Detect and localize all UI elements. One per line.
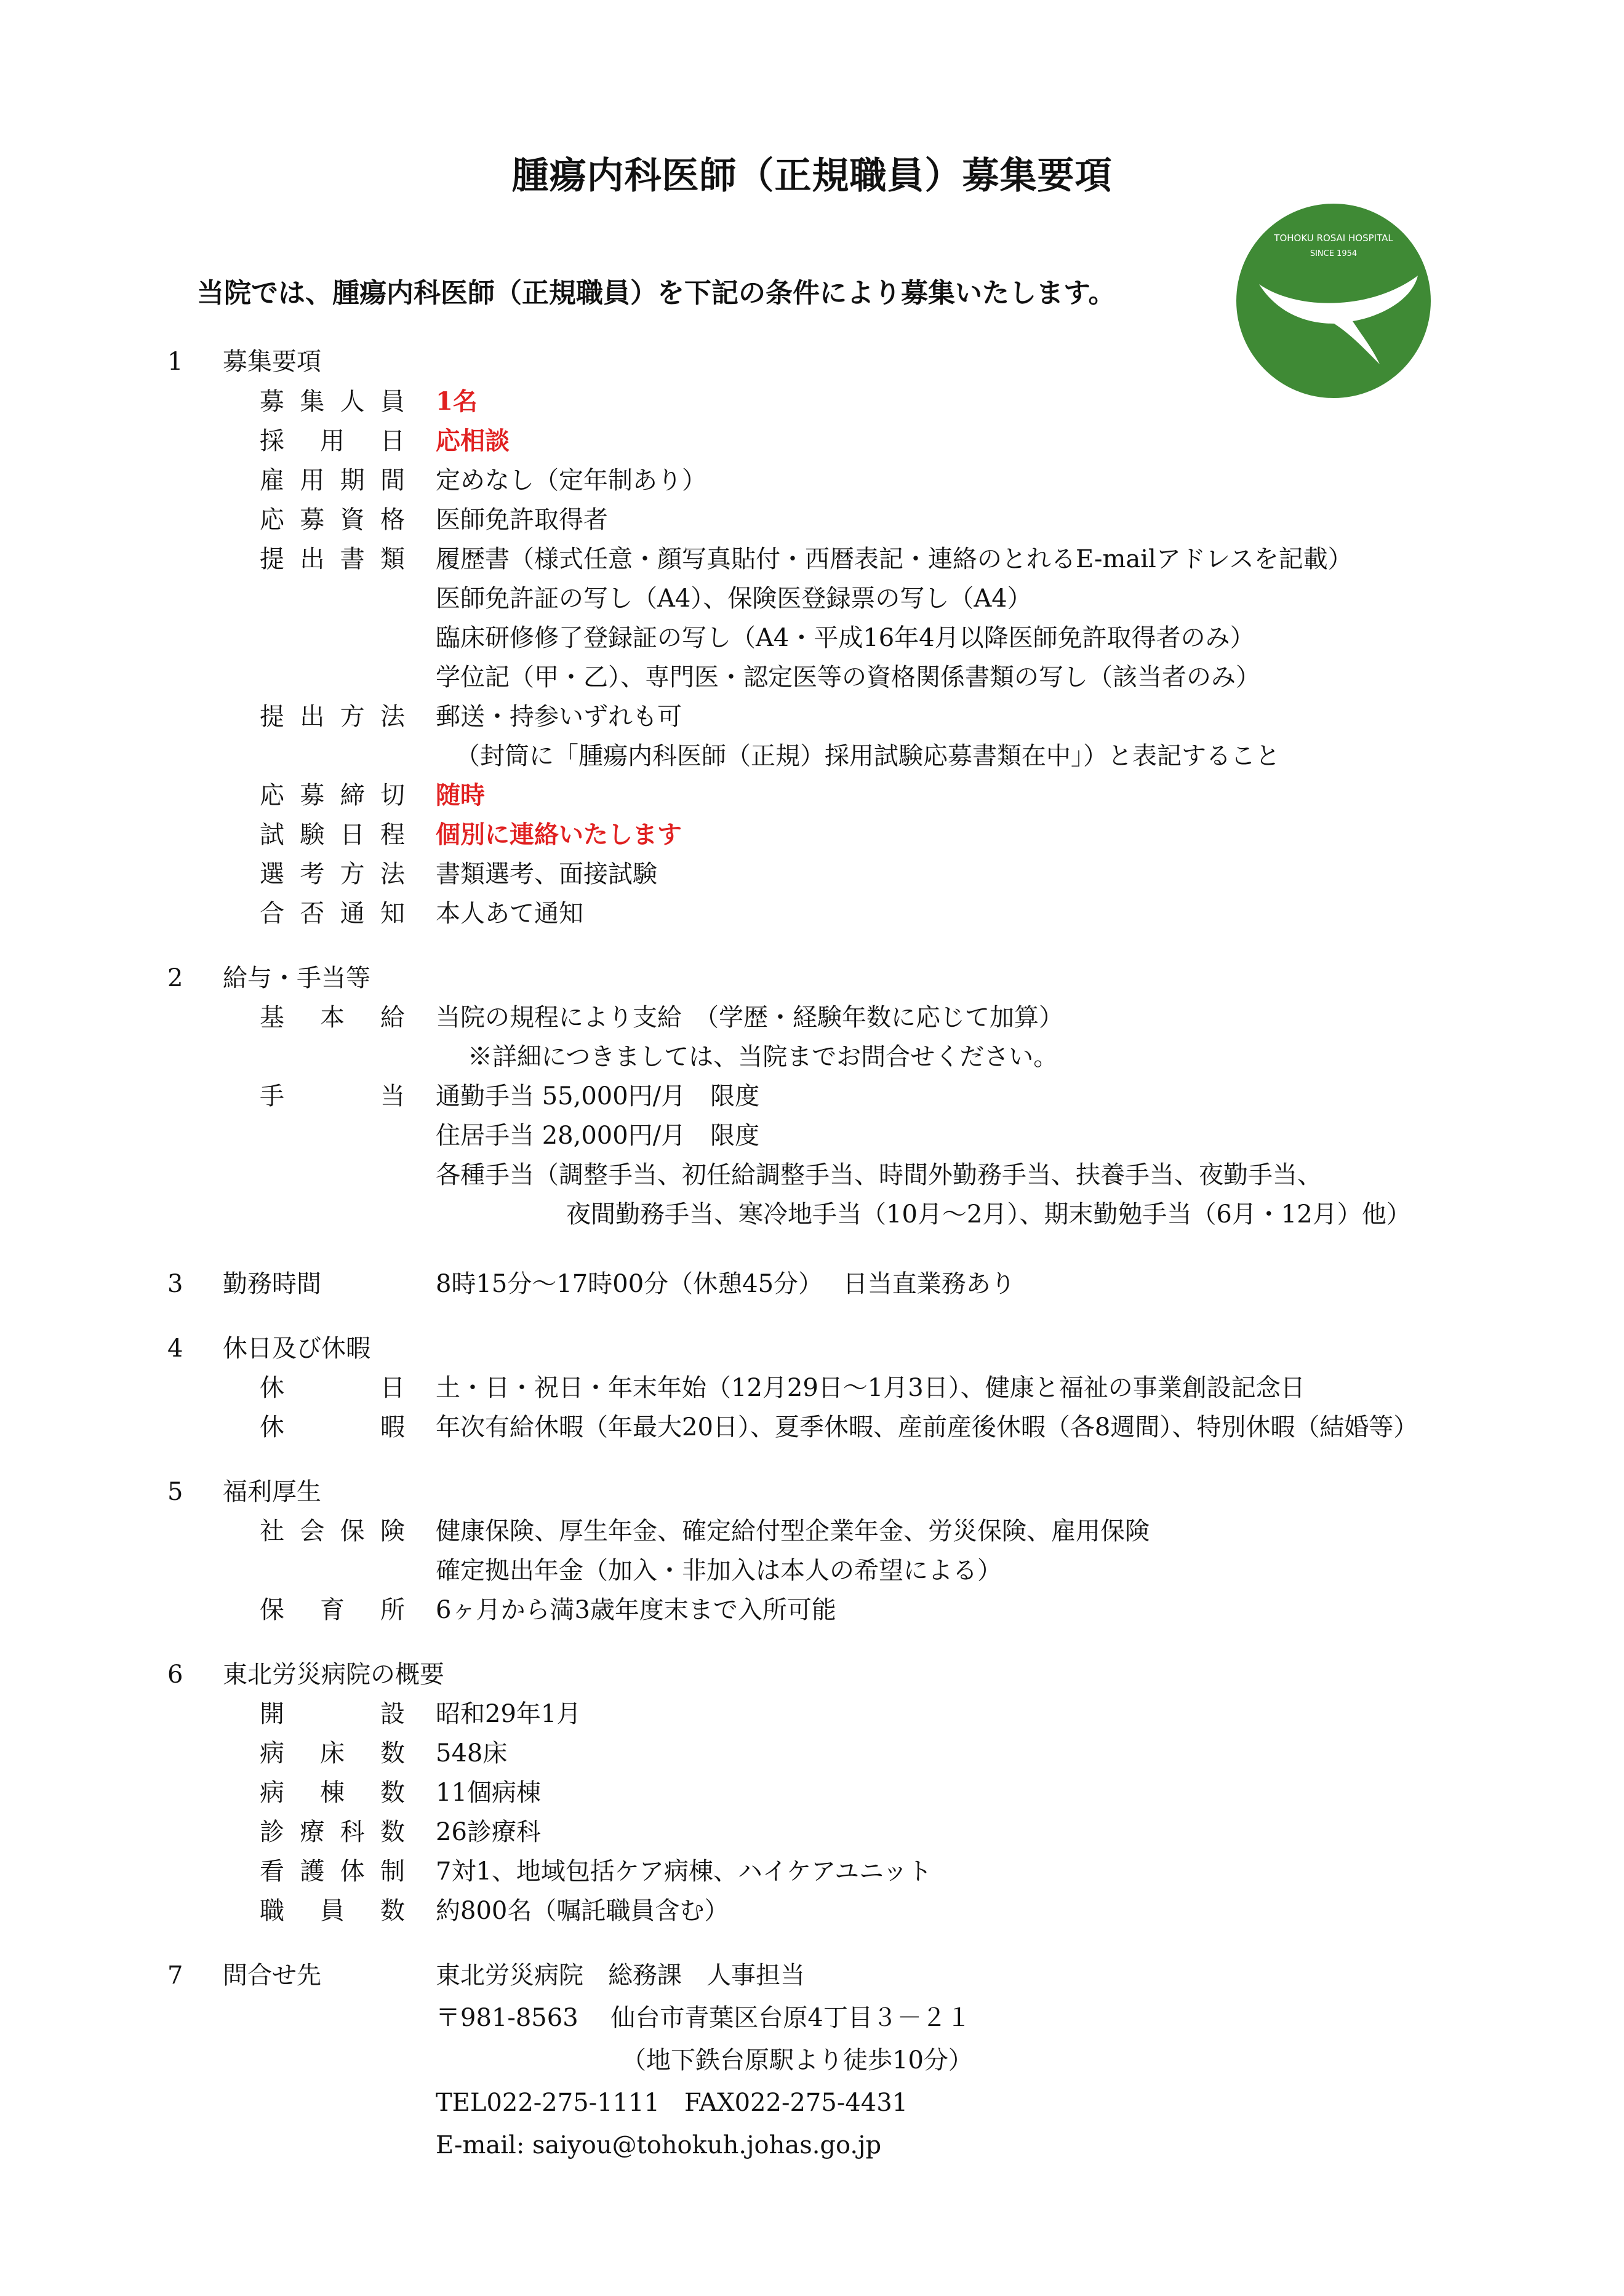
page-title: 腫瘍内科医師（正規職員）募集要項 [511, 154, 1113, 197]
section-title: 休日及び休暇 [223, 1334, 370, 1363]
section-number: 1 [167, 348, 183, 376]
field-value: 郵送・持参いずれも可 [436, 703, 682, 731]
contact-department: 東北労災病院 総務課 人事担当 [436, 1961, 805, 1990]
field-value: 548床 [436, 1739, 508, 1768]
field-label: 保育所 [260, 1596, 405, 1624]
field-label: 選考方法 [260, 860, 405, 888]
section-title: 募集要項 [223, 348, 321, 376]
field-label: 職員数 [260, 1897, 405, 1925]
field-label: 募集人員 [260, 388, 405, 416]
field-value: 26診療科 [436, 1818, 541, 1846]
section-title: 勤務時間 [223, 1270, 321, 1298]
field-label: 合否通知 [260, 899, 405, 928]
logo-text-line2: SINCE 1954 [1310, 249, 1358, 258]
field-label: 病棟数 [260, 1779, 405, 1807]
field-value: 個別に連絡いたします [436, 820, 682, 849]
field-label: 応募資格 [260, 506, 405, 534]
section-title: 給与・手当等 [223, 964, 370, 992]
section-title: 福利厚生 [223, 1478, 321, 1506]
section-number: 4 [167, 1334, 183, 1363]
section-number: 6 [167, 1660, 183, 1689]
contact-email: E-mail: saiyou@tohokuh.johas.go.jp [436, 2131, 882, 2159]
hospital-logo [1236, 203, 1431, 399]
field-label: 診療科数 [260, 1818, 405, 1846]
section-number: 5 [167, 1478, 183, 1506]
logo-text-line1: TOHOKU ROSAI HOSPITAL [1274, 233, 1393, 244]
intro-text: 当院では、腫瘍内科医師（正規職員）を下記の条件により募集いたします。 [197, 277, 1116, 309]
field-value: 定めなし（定年制あり） [436, 466, 706, 495]
field-label: 休日 [260, 1374, 405, 1402]
field-value: 医師免許証の写し（A4）、保険医登録票の写し（A4） [436, 584, 1032, 613]
field-label: 雇用期間 [260, 466, 405, 495]
section-number: 2 [167, 964, 183, 992]
field-label: 手当 [260, 1082, 405, 1110]
field-label: 看護体制 [260, 1857, 405, 1886]
field-value: 確定拠出年金（加入・非加入は本人の希望による） [436, 1557, 1002, 1585]
section-title: 問合せ先 [223, 1961, 321, 1990]
field-value: 夜間勤務手当、寒冷地手当（10月～2月）、期末勤勉手当（6月・12月）他） [566, 1200, 1411, 1229]
field-value: 応相談 [436, 426, 510, 455]
field-value: 本人あて通知 [436, 899, 583, 928]
field-note: ※詳細につきましては、当院までお問合せください。 [468, 1043, 1058, 1071]
field-label: 応募締切 [260, 781, 405, 810]
field-value: 随時 [436, 781, 485, 810]
field-value: 6ヶ月から満3歳年度末まで入所可能 [436, 1596, 836, 1624]
field-value: 7対1、地域包括ケア病棟、ハイケアユニット [436, 1857, 932, 1886]
field-label: 採用日 [260, 427, 405, 455]
field-value: 医師免許取得者 [436, 506, 608, 534]
field-label: 開設 [260, 1700, 405, 1728]
contact-access: （地下鉄台原駅より徒歩10分） [622, 2046, 973, 2075]
contact-phone: TEL022-275-1111 FAX022-275-4431 [436, 2089, 908, 2117]
field-value: 履歴書（様式任意・顔写真貼付・西暦表記・連絡のとれるE-mailアドレスを記載） [436, 545, 1353, 573]
field-value: 当院の規程により支給 （学歴・経験年数に応じて加算） [436, 1003, 1063, 1032]
section-title: 東北労災病院の概要 [223, 1660, 444, 1689]
field-value: 1名 [436, 387, 478, 416]
field-label: 休暇 [260, 1413, 405, 1441]
section-number: 7 [167, 1961, 183, 1990]
field-value: 年次有給休暇（年最大20日）、夏季休暇、産前産後休暇（各8週間）、特別休暇（結婚等） [436, 1413, 1418, 1441]
field-value: （封筒に「腫瘍内科医師（正規）採用試験応募書類在中」）と表記すること [455, 742, 1280, 770]
field-label: 提出書類 [260, 545, 405, 573]
field-value: 約800名（嘱託職員含む） [436, 1897, 729, 1925]
field-label: 試験日程 [260, 821, 405, 849]
field-value: 8時15分～17時00分（休憩45分） 日当直業務あり [436, 1270, 1015, 1298]
field-value: 学位記（甲・乙）、専門医・認定医等の資格関係書類の写し（該当者のみ） [436, 663, 1260, 692]
field-label: 提出方法 [260, 703, 405, 731]
field-value: 11個病棟 [436, 1779, 541, 1807]
field-value: 住居手当 28,000円/月 限度 [436, 1122, 760, 1150]
section-number: 3 [167, 1270, 183, 1298]
contact-address: 〒981-8563 仙台市青葉区台原4丁目３－２１ [436, 2004, 971, 2032]
field-value: 各種手当（調整手当、初任給調整手当、時間外勤務手当、扶養手当、夜勤手当、 [436, 1161, 1322, 1189]
field-value: 土・日・祝日・年末年始（12月29日～1月3日）、健康と福祉の事業創設記念日 [436, 1374, 1305, 1402]
field-label: 病床数 [260, 1739, 405, 1768]
field-value: 健康保険、厚生年金、確定給付型企業年金、労災保険、雇用保険 [436, 1517, 1150, 1545]
field-value: 臨床研修修了登録証の写し（A4・平成16年4月以降医師免許取得者のみ） [436, 624, 1255, 652]
field-value: 通勤手当 55,000円/月 限度 [436, 1082, 760, 1110]
field-label: 基本給 [260, 1003, 405, 1032]
field-value: 昭和29年1月 [436, 1700, 582, 1728]
field-value: 書類選考、面接試験 [436, 860, 657, 888]
field-label: 社会保険 [260, 1517, 405, 1545]
